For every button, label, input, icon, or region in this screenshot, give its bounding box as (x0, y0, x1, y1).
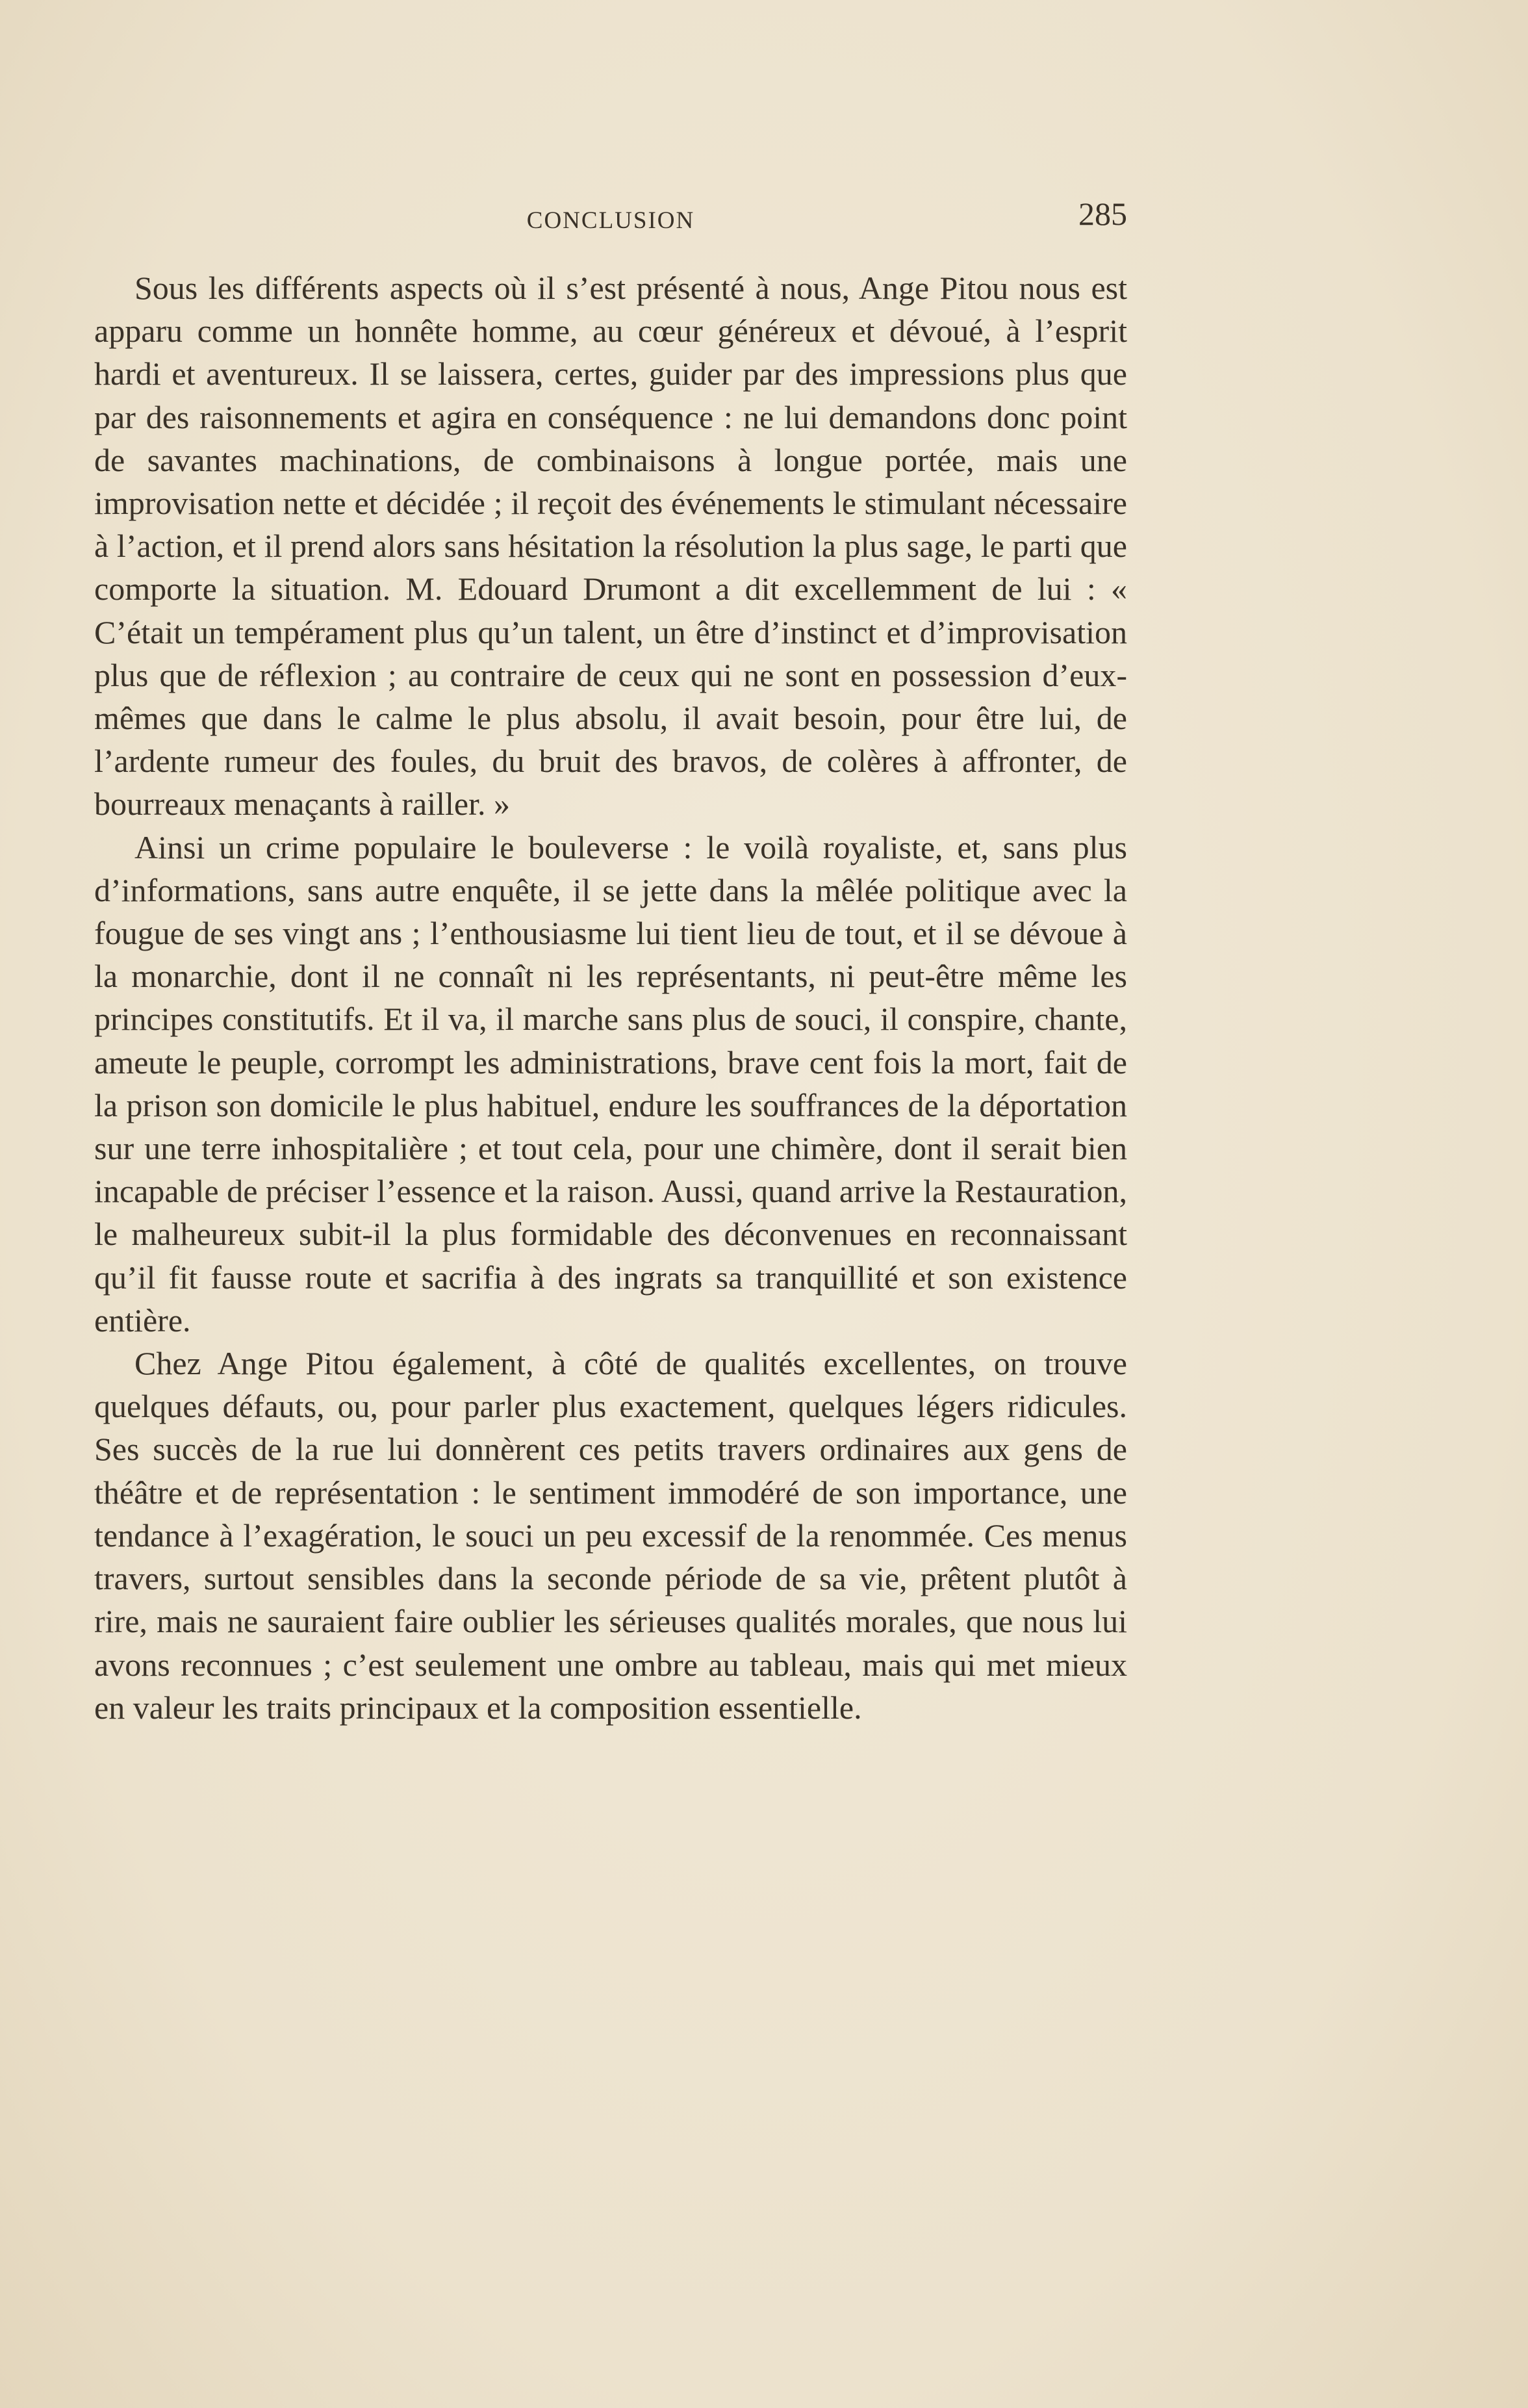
paragraph-3: Chez Ange Pitou également, à côté de qualités excellentes, on trouve quelques défauts, ou, pour parler plus exactement, quelques légers ridicules. Ses succès de la rue lui donnèrent ces petits travers ordinaires aux gens de théâtre et de représentation : le sentiment immodéré de son importance, une tendance à l’exagération, le souci un peu excessif de la renommée. Ces menus travers, surtout sensibles dans la seconde période de sa vie, prêtent plutôt à rire, mais ne sauraient faire oublier les sérieuses qualités morales, que nous lui avons reconnues ; c’est seulement une ombre au tableau, mais qui met mieux en valeur les traits principaux et la composition essentielle. (94, 1345, 1127, 1726)
paragraph-1: Sous les différents aspects où il s’est présenté à nous, Ange Pitou nous est apparu comme un honnête homme, au cœur généreux et dévoué, à l’esprit hardi et aventureux. Il se laissera, certes, guider par des impressions plus que par des raisonnements et agira en conséquence : ne lui demandons donc point de savantes machinations, de combinaisons à longue portée, mais une improvisation nette et décidée ; il reçoit des événements le stimulant nécessaire à l’action, et il prend alors sans hésitation la résolution la plus sage, le parti que comporte la situation. M. Edouard Drumont a dit excellemment de lui : « C’était un tempérament plus qu’un talent, un être d’instinct et d’improvisation plus que de réflexion ; au contraire de ceux qui ne sont en possession d’eux-mêmes que dans le calme le plus absolu, il avait besoin, pour être lui, de l’ardente rumeur des foules, du bruit des bravos, de colères à affronter, de bourreaux menaçants à railler. » (94, 270, 1127, 823)
running-title: CONCLUSION (526, 207, 695, 234)
body-text (94, 266, 1127, 1729)
paragraph-2: Ainsi un crime populaire le bouleverse : le voilà royaliste, et, sans plus d’informations, sans autre enquête, il se jette dans la mêlée politique avec la fougue de ses vingt ans ; l’enthousiasme lui tient lieu de tout, et il se dévoue à la monarchie, dont il ne connaît ni les représentants, ni peut-être même les principes constitutifs. Et il va, il marche sans plus de souci, il conspire, chante, ameute le peuple, corrompt les administrations, brave cent fois la mort, fait de la prison son domicile le plus habituel, endure les souffrances de la déportation sur une terre inhospitalière ; et tout cela, pour une chimère, dont il serait bien incapable de préciser l’essence et la raison. Aussi, quand arrive la Restauration, le malheureux subit-il la plus formidable des déconvenues en reconnaissant qu’il fit fausse route et sacrifia à des ingrats sa tranquillité et son existence entière. (94, 828, 1127, 1338)
page-number: 285 (1078, 196, 1127, 232)
page-header (94, 195, 1127, 247)
